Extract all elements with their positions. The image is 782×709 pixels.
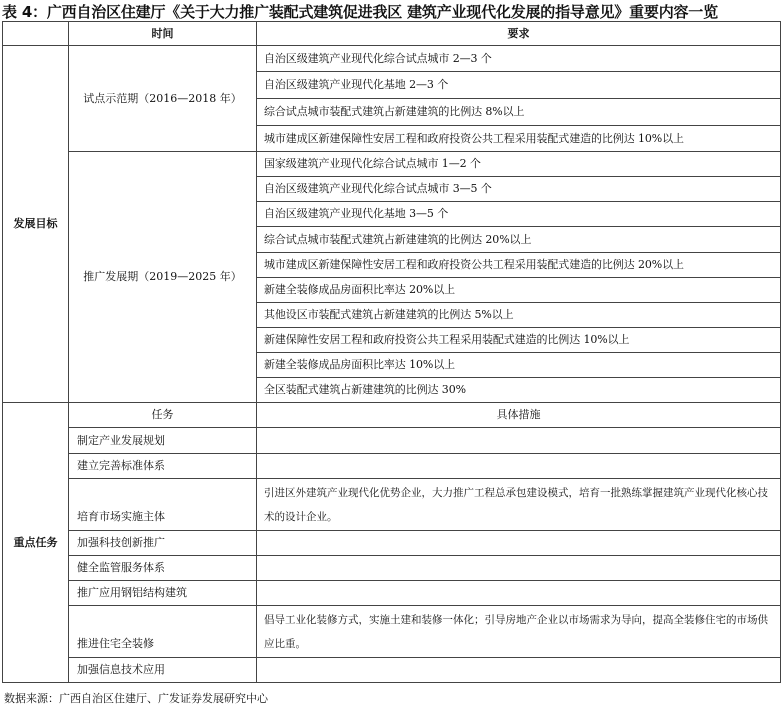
task-name: 建立完善标准体系 xyxy=(69,454,257,479)
table-row xyxy=(3,556,781,581)
requirement-item: 新建保障性安居工程和政府投资公共工程采用装配式建造的比例达 10%以上 xyxy=(257,328,781,353)
task-name: 制定产业发展规划 xyxy=(69,428,257,454)
table-row xyxy=(3,658,781,683)
requirement-item: 自治区级建筑产业现代化基地 3—5 个 xyxy=(257,202,781,227)
requirement-item: 新建全装修成品房面积比率达 20%以上 xyxy=(257,278,781,303)
task-name: 加强信息技术应用 xyxy=(69,658,257,683)
requirement-item: 综合试点城市装配式建筑占新建建筑的比例达 20%以上 xyxy=(257,227,781,253)
task-measures xyxy=(257,531,781,556)
table-row xyxy=(3,581,781,606)
requirement-item: 城市建成区新建保障性安居工程和政府投资公共工程采用装配式建造的比例达 20%以上 xyxy=(257,253,781,278)
task-name: 培育市场实施主体 xyxy=(69,479,257,531)
requirement-item: 城市建成区新建保障性安居工程和政府投资公共工程采用装配式建造的比例达 10%以上 xyxy=(257,126,781,152)
task-measures xyxy=(257,428,781,454)
requirement-item: 自治区级建筑产业现代化基地 2—3 个 xyxy=(257,72,781,99)
task-measures xyxy=(257,658,781,683)
key-tasks-label: 重点任务 xyxy=(3,403,69,683)
corner-cell xyxy=(3,22,69,46)
table-title-text: 广西自治区住建厅《关于大力推广装配式建筑促进我区 建筑产业现代化发展的指导意见》重要内容一览 xyxy=(46,3,718,21)
requirement-item: 自治区级建筑产业现代化综合试点城市 3—5 个 xyxy=(257,177,781,202)
requirement-item: 全区装配式建筑占新建建筑的比例达 30% xyxy=(257,378,781,403)
policy-table xyxy=(2,21,781,683)
table-title xyxy=(2,1,782,21)
requirement-header: 要求 xyxy=(257,22,781,46)
pilot-period-label: 试点示范期（2016—2018 年） xyxy=(69,46,257,152)
requirement-item: 国家级建筑产业现代化综合试点城市 1—2 个 xyxy=(257,152,781,177)
development-goals-label: 发展目标 xyxy=(3,46,69,403)
requirement-item: 综合试点城市装配式建筑占新建建筑的比例达 8%以上 xyxy=(257,99,781,126)
task-measures: 倡导工业化装修方式，实施土建和装修一体化；引导房地产企业以市场需求为导向，提高全装修住宅的市场供应比重。 xyxy=(257,606,781,658)
task-measures xyxy=(257,454,781,479)
table-row xyxy=(3,479,781,531)
task-name: 健全监管服务体系 xyxy=(69,556,257,581)
task-name: 加强科技创新推广 xyxy=(69,531,257,556)
table-row xyxy=(3,152,781,177)
time-header: 时间 xyxy=(69,22,257,46)
requirement-item: 其他设区市装配式建筑占新建建筑的比例达 5%以上 xyxy=(257,303,781,328)
measures-header: 具体措施 xyxy=(257,403,781,428)
requirement-item: 自治区级建筑产业现代化综合试点城市 2—3 个 xyxy=(257,46,781,72)
task-measures xyxy=(257,581,781,606)
tasks-header-row xyxy=(3,403,781,428)
task-name: 推进住宅全装修 xyxy=(69,606,257,658)
source-note: 数据来源：广西自治区住建厅、广发证券发展研究中心 xyxy=(4,692,268,705)
table-row xyxy=(3,606,781,658)
table-header-row xyxy=(3,22,781,46)
table-row xyxy=(3,46,781,72)
table-number: 表 4： xyxy=(2,3,47,21)
task-measures xyxy=(257,556,781,581)
table-row xyxy=(3,531,781,556)
task-measures: 引进区外建筑产业现代化优势企业，大力推广工程总承包建设模式，培育一批熟练掌握建筑产业现代化核心技术的设计企业。 xyxy=(257,479,781,531)
task-name: 推广应用钢铝结构建筑 xyxy=(69,581,257,606)
requirement-item: 新建全装修成品房面积比率达 10%以上 xyxy=(257,353,781,378)
task-header: 任务 xyxy=(69,403,257,428)
table-row xyxy=(3,454,781,479)
table-row xyxy=(3,428,781,454)
promotion-period-label: 推广发展期（2019—2025 年） xyxy=(69,152,257,403)
